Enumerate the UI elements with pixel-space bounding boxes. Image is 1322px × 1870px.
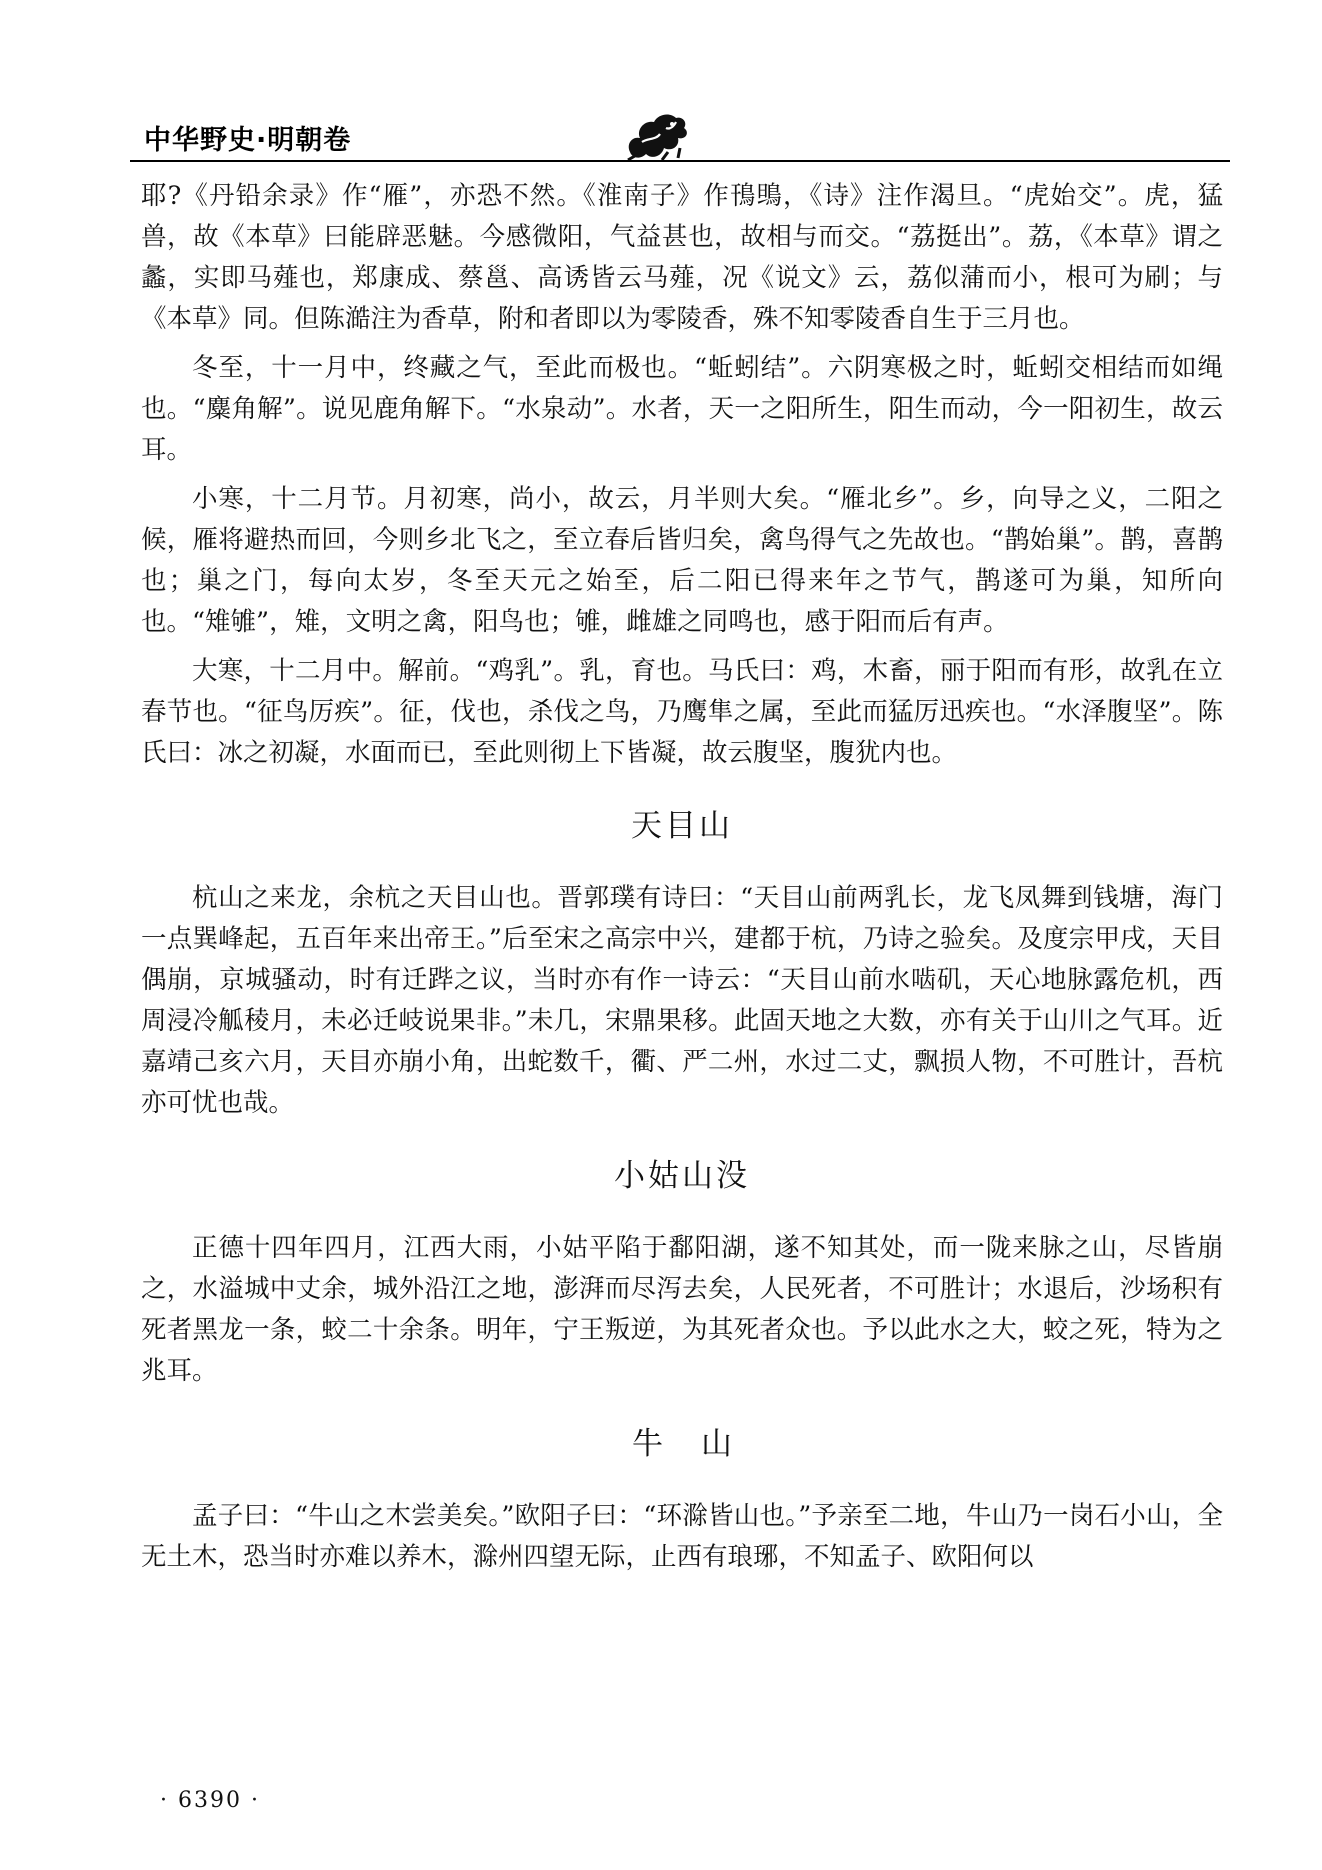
header-rule — [130, 160, 1230, 162]
paragraph: 冬至，十一月中，终藏之气，至此而极也。“蚯蚓结”。六阴寒极之时，蚯蚓交相结而如绳也。“麋角解”。说见鹿角解下。“水泉动”。水者，天一之阳所生，阳生而动，今一阳初生，故云耳。 — [141, 353, 1223, 465]
page-header — [130, 108, 1230, 168]
book-title: 中华野史·明朝卷 — [144, 125, 352, 156]
dragon-emblem-icon — [622, 108, 692, 164]
section-title-tianmushan: 天目山 — [631, 808, 733, 844]
paragraph: 孟子曰：“牛山之木尝美矣。”欧阳子曰：“环滁皆山也。”予亲至二地，牛山乃一岗石小山，全无土木，恐当时亦难以养木，滁州四望无际，止西有琅琊，不知孟子、欧阳何以 — [141, 1501, 1223, 1572]
paragraph: 正德十四年四月，江西大雨，小姑平陷于鄱阳湖，遂不知其处，而一陇来脉之山，尽皆崩之，水溢城中丈余，城外沿江之地，澎湃而尽泻去矣，人民死者，不可胜计；水退后，沙场积有死者黑龙一条，蛟二十余条。明年，宁王叛逆，为其死者众也。予以此水之大，蛟之死，特为之兆耳。 — [141, 1233, 1223, 1386]
paragraph: 耶?《丹铅余录》作“雁”，亦恐不然。《淮南子》作鳱鴠，《诗》注作渴旦。“虎始交”。虎，猛兽，故《本草》曰能辟恶魅。今感微阳，气益甚也，故相与而交。“荔挺出”。荔，《本草》谓之蠡，实即马薤也，郑康成、蔡邕、高诱皆云马薤，况《说文》云，荔似蒲而小，根可为刷；与《本草》同。但陈澔注为香草，附和者即以为零陵香，殊不知零陵香自生于三月也。 — [141, 181, 1223, 334]
section-title-niushan: 牛山 — [632, 1426, 770, 1462]
paragraph: 大寒，十二月中。解前。“鸡乳”。乳，育也。马氏曰：鸡，木畜，丽于阳而有形，故乳在立春节也。“征鸟厉疾”。征，伐也，杀伐之鸟，乃鹰隼之属，至此而猛厉迅疾也。“水泽腹坚”。陈氏曰：冰之初凝，水面而已，至此则彻上下皆凝，故云腹坚，腹犹内也。 — [141, 656, 1223, 768]
paragraph: 杭山之来龙，余杭之天目山也。晋郭璞有诗曰：“天目山前两乳长，龙飞凤舞到钱塘，海门一点巽峰起，五百年来出帝王。”后至宋之高宗中兴，建都于杭，乃诗之验矣。及度宗甲戌，天目偶崩，京城骚动，时有迁跸之议，当时亦有作一诗云：“天目山前水啮矶，天心地脉露危机，西周浸冷觚稜月，未必迁岐说果非。”未几，宋鼎果移。此固天地之大数，亦有关于山川之气耳。近嘉靖己亥六月，天目亦崩小角，出蛇数千，衢、严二州，水过二丈，飘损人物，不可胜计，吾杭亦可忧也哉。 — [141, 883, 1223, 1118]
page-number: · 6390 · — [160, 1788, 260, 1813]
page-body — [141, 176, 1223, 1586]
section-title-xiaogushan: 小姑山没 — [614, 1158, 750, 1194]
paragraph: 小寒，十二月节。月初寒，尚小，故云，月半则大矣。“雁北乡”。乡，向导之义，二阳之候，雁将避热而回，今则乡北飞之，至立春后皆归矣，禽鸟得气之先故也。“鹊始巢”。鹊，喜鹊也；巢之门，每向太岁，冬至天元之始至，后二阳已得来年之节气，鹊遂可为巢，知所向也。“雉雊”，雉，文明之禽，阳鸟也；雊，雌雄之同鸣也，感于阳而后有声。 — [141, 484, 1223, 637]
